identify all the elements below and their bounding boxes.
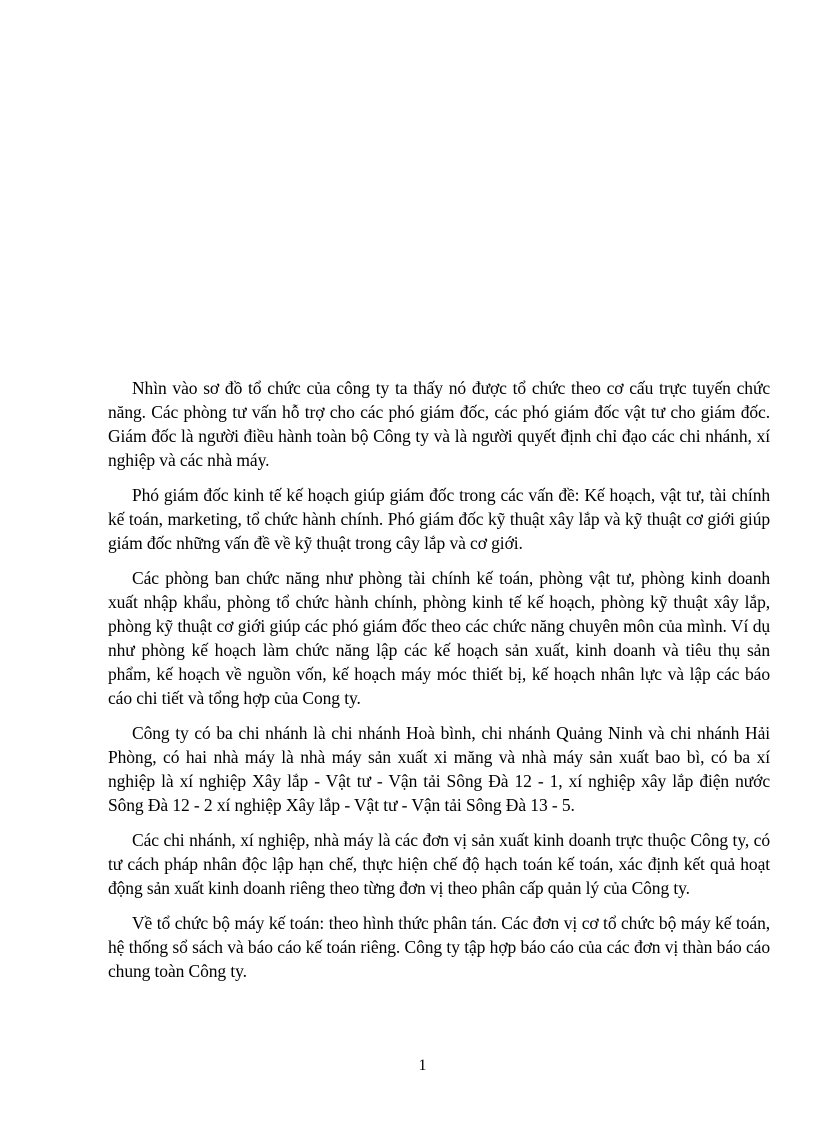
page-number: 1 <box>418 1057 427 1074</box>
paragraph-accounting: Về tổ chức bộ máy kế toán: theo hình thức phân tán. Các đơn vị cơ tổ chức bộ máy kế toán, hệ thống sổ sách và báo cáo kế toán riêng. Công ty tập hợp báo cáo của các đơn vị thàn báo cáo chung toàn Công ty. <box>108 913 770 981</box>
paragraph-functional-departments: Các phòng ban chức năng như phòng tài chính kế toán, phòng vật tư, phòng kinh doanh xuất nhập khẩu, phòng tổ chức hành chính, phòng kinh tế kế hoạch, phòng kỹ thuật xây lắp, phòng kỹ thuật cơ giới giúp các phó giám đốc theo các chức năng chuyên môn của mình. Ví dụ như phòng kế hoạch làm chức năng lập các kế hoạch sản xuất, kinh doanh và tiêu thụ sản phẩm, kế hoạch về nguồn vốn, kế hoạch máy móc thiết bị, kế hoạch nhân lực và lập các báo cáo chi tiết và tổng hợp của Cong ty. <box>108 568 770 708</box>
document-body <box>108 376 770 994</box>
paragraph-deputy-directors: Phó giám đốc kinh tế kế hoạch giúp giám đốc trong các vấn đề: Kế hoạch, vật tư, tài chính kế toán, marketing, tổ chức hành chính. Phó giám đốc kỹ thuật xây lắp và kỹ thuật cơ giới giúp giám đốc những vấn đề về kỹ thuật trong cây lắp và cơ giới. <box>108 485 770 553</box>
paragraph-org-structure: Nhìn vào sơ đồ tổ chức của công ty ta thấy nó được tổ chức theo cơ cấu trực tuyến chức năng. Các phòng tư vấn hỗ trợ cho các phó giám đốc, các phó giám đốc vật tư cho giám đốc. Giám đốc là người điều hành toàn bộ Công ty và là người quyết định chỉ đạo các chi nhánh, xí nghiệp và các nhà máy. <box>108 378 770 470</box>
paragraph-branches: Công ty có ba chi nhánh là chi nhánh Hoà bình, chi nhánh Quảng Ninh và chi nhánh Hải Phòng, có hai nhà máy là nhà máy sản xuất xi măng và nhà máy sản xuất bao bì, có ba xí nghiệp là xí nghiệp Xây lắp - Vật tư - Vận tải Sông Đà 12 - 1, xí nghiệp xây lắp điện nước Sông Đà 12 - 2 xí nghiệp Xây lắp - Vật tư - Vận tải Sông Đà 13 - 5. <box>108 723 770 815</box>
paragraph-units: Các chi nhánh, xí nghiệp, nhà máy là các đơn vị sản xuất kinh doanh trực thuộc Công ty, có tư cách pháp nhân độc lập hạn chế, thực hiện chế độ hạch toán kế toán, xác định kết quả hoạt động sản xuất kinh doanh riêng theo từng đơn vị theo phân cấp quản lý của Công ty. <box>108 830 770 898</box>
